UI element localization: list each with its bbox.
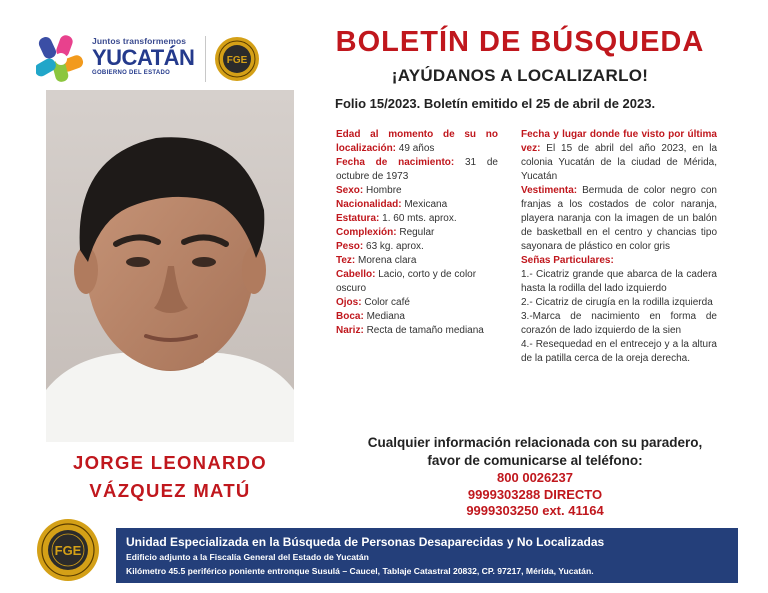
detail-height: Estatura: 1. 60 mts. aprox. [336, 213, 457, 224]
footer-unit-name: Unidad Especializada en la Búsqueda de Personas Desaparecidas y No Localizadas [126, 535, 605, 549]
fge-seal-icon [214, 36, 260, 82]
details-left-column [336, 128, 498, 338]
mark-item: 1.- Cicatriz grande que abarca de la cadera hasta la rodilla del lado izquierdo [521, 269, 717, 294]
mark-item: 4.- Resequedad en el entrecejo y a la altura de la patilla cerca de la oreja derecha. [521, 339, 717, 364]
mark-item: 2.- Cicatriz de cirugía en la rodilla izquierda [521, 297, 713, 308]
footer-bar [116, 528, 738, 583]
yucatan-logo [36, 32, 206, 88]
logo-wordmark: YUCATÁN [92, 45, 195, 70]
detail-weight: Peso: 63 kg. aprox. [336, 241, 424, 252]
person-name-first: JORGE LEONARDO [73, 452, 267, 473]
person-photo [46, 90, 294, 442]
logo-tagline: Juntos transformemos [92, 36, 187, 46]
detail-complexion: Tez: Morena clara [336, 255, 417, 266]
contact-line1: Cualquier información relacionada con su paradero, [367, 435, 703, 450]
folio-line: Folio 15/2023. Boletín emitido el 25 de abril de 2023. [335, 96, 656, 111]
mark-item: 3.-Marca de nacimiento en forma de corazón de lado izquierdo de la sien [521, 311, 717, 336]
yucatan-logo-icon [36, 34, 86, 84]
phone-number: 9999303250 ext. 41164 [466, 503, 604, 518]
portrait-image [46, 90, 294, 442]
fge-seal-icon [36, 518, 100, 582]
footer-building: Edificio adjunto a la Fiscalía General del Estado de Yucatán [126, 552, 369, 562]
detail-hair: Cabello: Lacio, corto y de color oscuro [336, 269, 477, 294]
details-right-column [521, 128, 717, 366]
seal-label: FGE [226, 55, 248, 66]
detail-sex: Sexo: Hombre [336, 185, 402, 196]
detail-mouth: Boca: Mediana [336, 311, 405, 322]
detail-last-seen: Fecha y lugar donde fue visto por última vez: El 15 de abril del año 2023, en la colonia Yucatán de la ciudad de Mérida, Yucatán [521, 129, 717, 182]
detail-nationality: Nacionalidad: Mexicana [336, 199, 448, 210]
logo-subtitle: GOBIERNO DEL ESTADO [92, 70, 171, 76]
footer-address: Kilómetro 45.5 periférico poniente entronque Susulá – Caucel, Tablaje Catastral 20832, CP. 97217, Mérida, Yucatán. [126, 566, 594, 576]
logo-divider [205, 36, 206, 82]
marks-heading: Señas Particulares: [521, 255, 614, 266]
contact-line2: favor de comunicarse al teléfono: [427, 453, 643, 468]
contact-block [320, 434, 750, 520]
detail-age: Edad al momento de su no localización: 49 años [336, 129, 498, 154]
page-title: BOLETÍN DE BÚSQUEDA [335, 26, 705, 58]
phone-number: 9999303288 DIRECTO [467, 486, 603, 502]
phone-number: 800 0026237 [497, 470, 573, 485]
detail-clothing: Vestimenta: Bermuda de color negro con franjas a los costados de color naranja, playera naranja con la imagen de un balón de basketball en el centro y chancias tipo sayonara de plástico en color gris [521, 185, 717, 252]
detail-birthdate: Fecha de nacimiento: 31 de octubre de 1973 [336, 157, 498, 182]
detail-nose: Nariz: Recta de tamaño mediana [336, 325, 484, 336]
person-name-last: VÁZQUEZ MATÚ [89, 480, 251, 501]
detail-build: Complexión: Regular [336, 227, 435, 238]
footer-seal-label: FGE [54, 543, 82, 558]
detail-eyes: Ojos: Color café [336, 297, 410, 308]
page-subtitle: ¡AYÚDANOS A LOCALIZARLO! [391, 66, 649, 85]
